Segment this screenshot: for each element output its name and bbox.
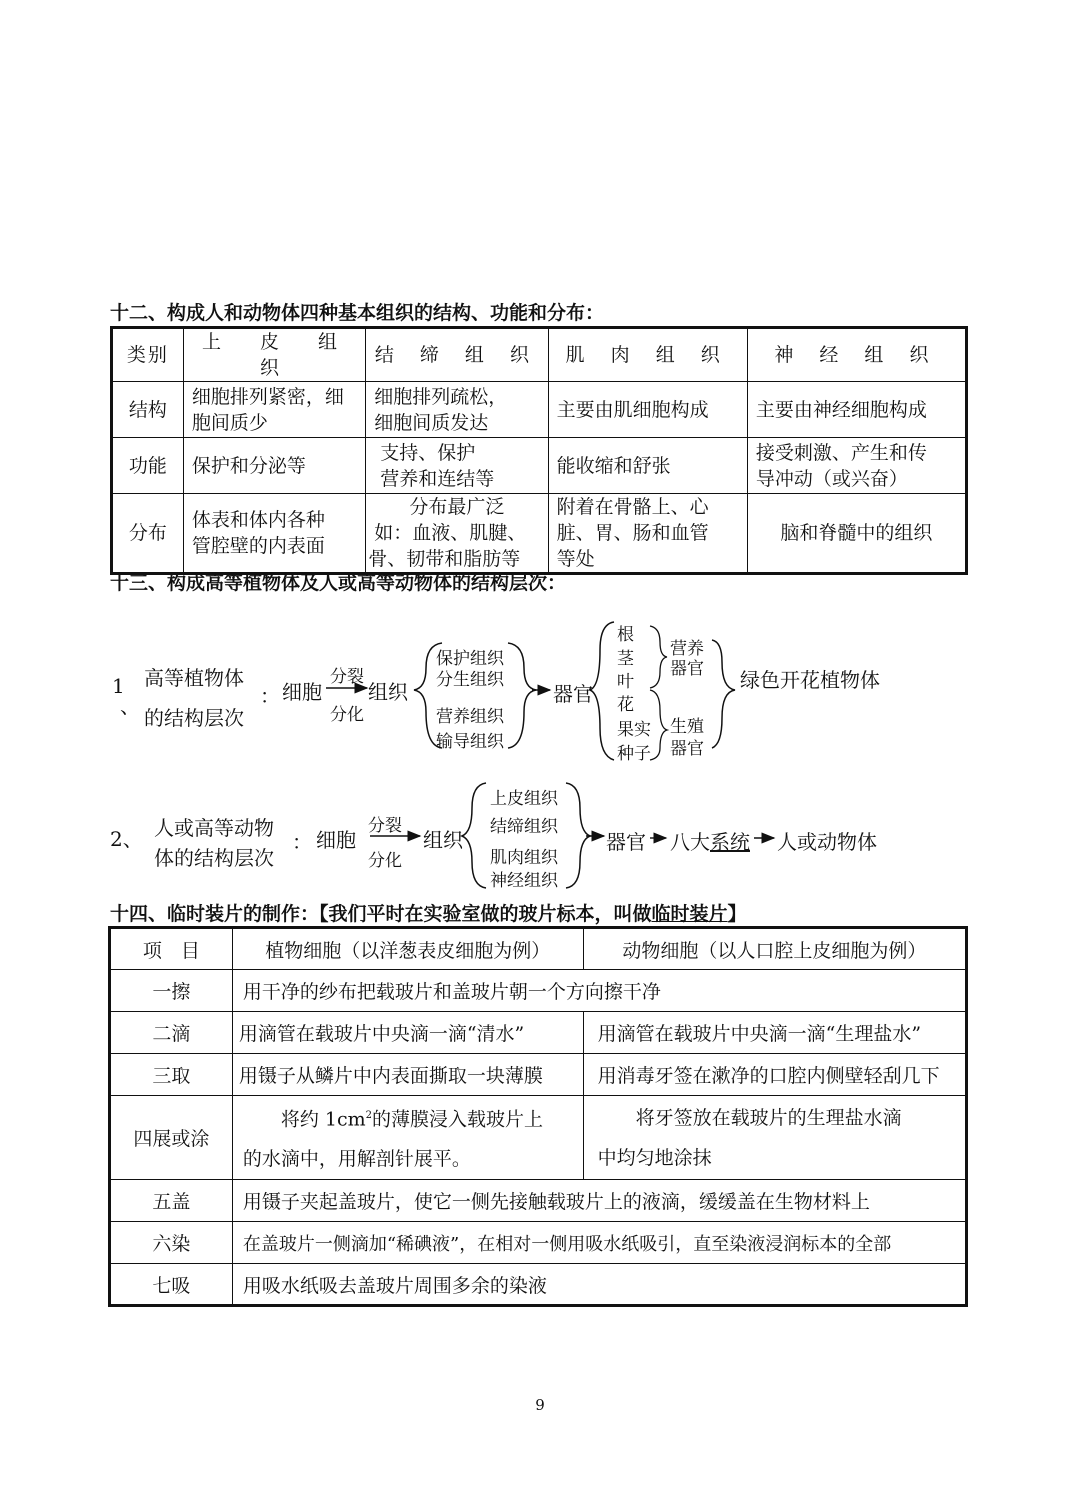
brace-icon — [462, 783, 486, 888]
row-label: 功能 — [112, 438, 184, 494]
animal-arrow-top: 分裂 — [368, 816, 402, 836]
table-cell: 附着在骨骼上、心 脏、胃、肠和血管 等处 — [548, 494, 747, 574]
step-animal: 用滴管在载玻片中央滴一滴“生理盐水” — [583, 1012, 966, 1054]
plant-colon: ： — [260, 684, 280, 708]
animal-tissue-item: 肌肉组织 — [490, 848, 558, 868]
table-cell: 能收缩和舒张 — [548, 438, 747, 494]
animal-tissue-item: 结缔组织 — [490, 817, 558, 837]
table-row — [110, 1222, 967, 1264]
table-row — [110, 1054, 967, 1096]
step-label: 五盖 — [110, 1180, 233, 1222]
step-animal: 将牙签放在载玻片的生理盐水滴 中均匀地涂抹 — [583, 1096, 966, 1180]
plant-tissue-item: 保护组织 — [436, 649, 504, 669]
table-cell: 保护和分泌等 — [183, 438, 365, 494]
animal-tissue-item: 上皮组织 — [490, 789, 558, 809]
brace-icon — [712, 640, 735, 748]
header-cell: 结 缔 组 织 — [366, 328, 548, 382]
plant-label: 的结构层次 — [144, 706, 244, 730]
step-text: 用镊子夹起盖玻片，使它一侧先接触载玻片上的液滴，缓缓盖在生物材料上 — [232, 1180, 966, 1222]
animal-colon: ： — [292, 830, 312, 854]
step-text: 用吸水纸吸去盖玻片周围多余的染液 — [232, 1264, 966, 1306]
animal-number: 2、 — [110, 827, 143, 851]
table-row — [110, 1012, 967, 1054]
section13-title: 十三、构成高等植物体及人或高等动物体的结构层次： — [110, 572, 567, 594]
header-cell: 项 目 — [110, 928, 233, 970]
animal-label: 人或高等动物 — [154, 816, 274, 840]
brace-icon — [508, 643, 536, 748]
header-cell: 动物细胞（以人口腔上皮细胞为例） — [583, 928, 966, 970]
plant-tissue-item: 营养组织 — [436, 707, 504, 727]
animal-label: 体的结构层次 — [154, 846, 274, 870]
table-cell: 分布最广泛 如：血液、肌腱、 骨、韧带和脂肪等 — [366, 494, 548, 574]
plant-number-sep: 、 — [120, 694, 140, 718]
plant-organ-item: 种子 — [617, 744, 651, 764]
header-cell: 肌 肉 组 织 — [548, 328, 747, 382]
slide-table-header — [110, 928, 967, 970]
step-text: 在盖玻片一侧滴加“稀碘液”，在相对一侧用吸水纸吸引，直至染液浸润标本的全部 — [232, 1222, 966, 1264]
animal-tissue: 组织 — [423, 828, 463, 852]
step-label: 一擦 — [110, 970, 233, 1012]
plant-tissue-item: 输导组织 — [436, 732, 504, 752]
step-label: 七吸 — [110, 1264, 233, 1306]
table-cell: 接受刺激、产生和传 导冲动（或兴奋） — [747, 438, 966, 494]
table-row — [110, 1180, 967, 1222]
plant-organ-item: 果实 — [617, 720, 651, 740]
animal-arrow-bottom: 分化 — [368, 851, 402, 871]
table-row — [110, 1264, 967, 1306]
table-cell: 主要由肌细胞构成 — [548, 382, 747, 438]
plant-organ: 器官 — [553, 682, 593, 706]
table-row — [110, 970, 967, 1012]
plant-label: 高等植物体 — [144, 666, 244, 690]
plant-organ-item: 茎 — [617, 649, 634, 669]
plant-veg-group: 营养 — [670, 639, 704, 659]
plant-number: 1 — [112, 674, 125, 698]
animal-cell: 细胞 — [316, 828, 356, 852]
animal-result: 人或动物体 — [777, 830, 877, 854]
brace-icon — [650, 626, 667, 688]
step-label: 四展或涂 — [110, 1096, 233, 1180]
step-label: 二滴 — [110, 1012, 233, 1054]
plant-arrow-top: 分裂 — [330, 667, 364, 687]
page-number: 9 — [535, 1396, 545, 1414]
plant-organ-item: 花 — [617, 695, 634, 715]
animal-organ: 器官 — [606, 830, 646, 854]
animal-tissue-item: 神经组织 — [490, 871, 558, 891]
plant-rep-group: 器官 — [670, 739, 704, 759]
step-animal: 用消毒牙签在漱净的口腔内侧壁轻刮几下 — [583, 1054, 966, 1096]
plant-rep-group: 生殖 — [670, 717, 704, 737]
step-plant: 将约 $1cm^2$的薄膜浸入载玻片上 的水滴中，用解剖针展平。 — [232, 1096, 583, 1180]
row-label: 结构 — [112, 382, 184, 438]
plant-organ-item: 叶 — [617, 672, 634, 692]
brace-icon — [650, 690, 667, 760]
step-label: 三取 — [110, 1054, 233, 1096]
table-cell: 细胞排列紧密，细 胞间质少 — [183, 382, 365, 438]
header-cell: 植物细胞（以洋葱表皮细胞为例） — [232, 928, 583, 970]
table-cell: 支持、保护 营养和连结等 — [366, 438, 548, 494]
table-cell: 体表和体内各种 管腔壁的内表面 — [183, 494, 365, 574]
plant-tissue: 组织 — [368, 680, 408, 704]
plant-cell: 细胞 — [282, 680, 322, 704]
plant-arrow-bottom: 分化 — [330, 705, 364, 725]
slide-prep-table — [108, 926, 968, 1307]
plant-result: 绿色开花植物体 — [740, 668, 880, 692]
table-cell: 细胞排列疏松， 细胞间质发达 — [366, 382, 548, 438]
plant-veg-group: 器官 — [670, 659, 704, 679]
step-text: 用干净的纱布把载玻片和盖玻片朝一个方向擦干净 — [232, 970, 966, 1012]
row-label: 分布 — [112, 494, 184, 574]
table-cell: 脑和脊髓中的组织 — [747, 494, 966, 574]
brace-icon — [590, 622, 614, 760]
header-cell: 类别 — [112, 328, 184, 382]
header-cell: 上 皮 组 织 — [183, 328, 365, 382]
step-plant: 用滴管在载玻片中央滴一滴“清水” — [232, 1012, 583, 1054]
plant-tissue-item: 分生组织 — [436, 670, 504, 690]
animal-system: 八大系统 — [670, 830, 750, 854]
step-plant: 用镊子从鳞片中内表面撕取一块薄膜 — [232, 1054, 583, 1096]
section12-title: 十二、构成人和动物体四种基本组织的结构、功能和分布： — [110, 302, 605, 324]
plant-organ-item: 根 — [617, 625, 634, 645]
table-cell: 主要由神经细胞构成 — [747, 382, 966, 438]
table-row — [110, 1096, 967, 1180]
section14-title: 十四、临时装片的制作：【我们平时在实验室做的玻片标本，叫做临时装片】 — [110, 903, 747, 925]
header-cell: 神 经 组 织 — [747, 328, 966, 382]
step-label: 六染 — [110, 1222, 233, 1264]
